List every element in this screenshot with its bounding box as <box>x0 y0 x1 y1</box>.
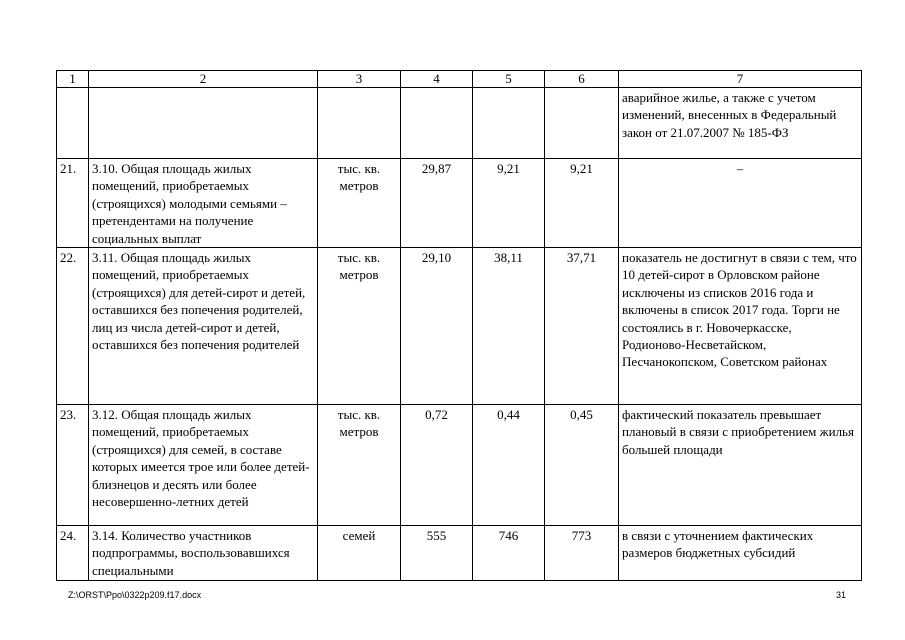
note-cell: в связи с уточнением фактических размеров бюджетных субсидий <box>619 526 862 581</box>
note-cell: – <box>619 159 862 248</box>
row-number: 21. <box>57 159 89 248</box>
col-header-6: 6 <box>545 71 619 88</box>
table-row <box>57 88 862 159</box>
table-row <box>57 248 862 405</box>
table-row <box>57 526 862 581</box>
note-cell: аварийное жилье, а также с учетом изменений, внесенных в Федеральный закон от 21.07.2007 № 185-ФЗ <box>619 88 862 159</box>
unit-cell: тыс. кв. метров <box>318 405 401 526</box>
row-number <box>57 88 89 159</box>
value-col6: 9,21 <box>545 159 619 248</box>
col-header-1: 1 <box>57 71 89 88</box>
value-col5: 746 <box>473 526 545 581</box>
indicator-name <box>89 88 318 159</box>
row-number: 22. <box>57 248 89 405</box>
value-col6: 773 <box>545 526 619 581</box>
value-col6: 0,45 <box>545 405 619 526</box>
col-header-7: 7 <box>619 71 862 88</box>
value-col4: 29,87 <box>401 159 473 248</box>
value-col6: 37,71 <box>545 248 619 405</box>
report-table <box>56 70 862 581</box>
value-col5 <box>473 88 545 159</box>
unit-cell: тыс. кв. метров <box>318 248 401 405</box>
note-cell: показатель не достигнут в связи с тем, что 10 детей-сирот в Орловском районе исключены из списков 2016 года и включены в список 2017 года. Торги не состоялись в г. Новочеркасске, Родионово-Несветайском, Песчанокопском, Советском районах <box>619 248 862 405</box>
row-number: 23. <box>57 405 89 526</box>
value-col6 <box>545 88 619 159</box>
row-number: 24. <box>57 526 89 581</box>
unit-cell: тыс. кв. метров <box>318 159 401 248</box>
value-col5: 0,44 <box>473 405 545 526</box>
value-col4: 0,72 <box>401 405 473 526</box>
file-path-footer: Z:\ORST\Ppo\0322p209.f17.docx <box>68 590 202 600</box>
col-header-5: 5 <box>473 71 545 88</box>
value-col4: 555 <box>401 526 473 581</box>
unit-cell: семей <box>318 526 401 581</box>
page-number: 31 <box>836 590 847 600</box>
value-col5: 38,11 <box>473 248 545 405</box>
indicator-name: 3.11. Общая площадь жилых помещений, приобретаемых (строящихся) для детей-сирот и детей, оставшихся без попечения родителей, лиц из числа детей-сирот и детей, оставшихся без попечения родителей <box>89 248 318 405</box>
value-col4 <box>401 88 473 159</box>
table-row <box>57 159 862 248</box>
value-col5: 9,21 <box>473 159 545 248</box>
column-number-row <box>57 71 862 88</box>
col-header-3: 3 <box>318 71 401 88</box>
indicator-name: 3.12. Общая площадь жилых помещений, приобретаемых (строящихся) для семей, в составе которых имеется трое или более детей-близнецов и десять или более несовершенно-летних детей <box>89 405 318 526</box>
table-row <box>57 405 862 526</box>
col-header-4: 4 <box>401 71 473 88</box>
unit-cell <box>318 88 401 159</box>
value-col4: 29,10 <box>401 248 473 405</box>
indicator-name: 3.10. Общая площадь жилых помещений, приобретаемых (строящихся) молодыми семьями – претендентами на получение социальных выплат <box>89 159 318 248</box>
col-header-2: 2 <box>89 71 318 88</box>
indicator-name: 3.14. Количество участников подпрограммы, воспользовавшихся специальными <box>89 526 318 581</box>
note-cell: фактический показатель превышает плановый в связи с приобретением жилья большей площади <box>619 405 862 526</box>
